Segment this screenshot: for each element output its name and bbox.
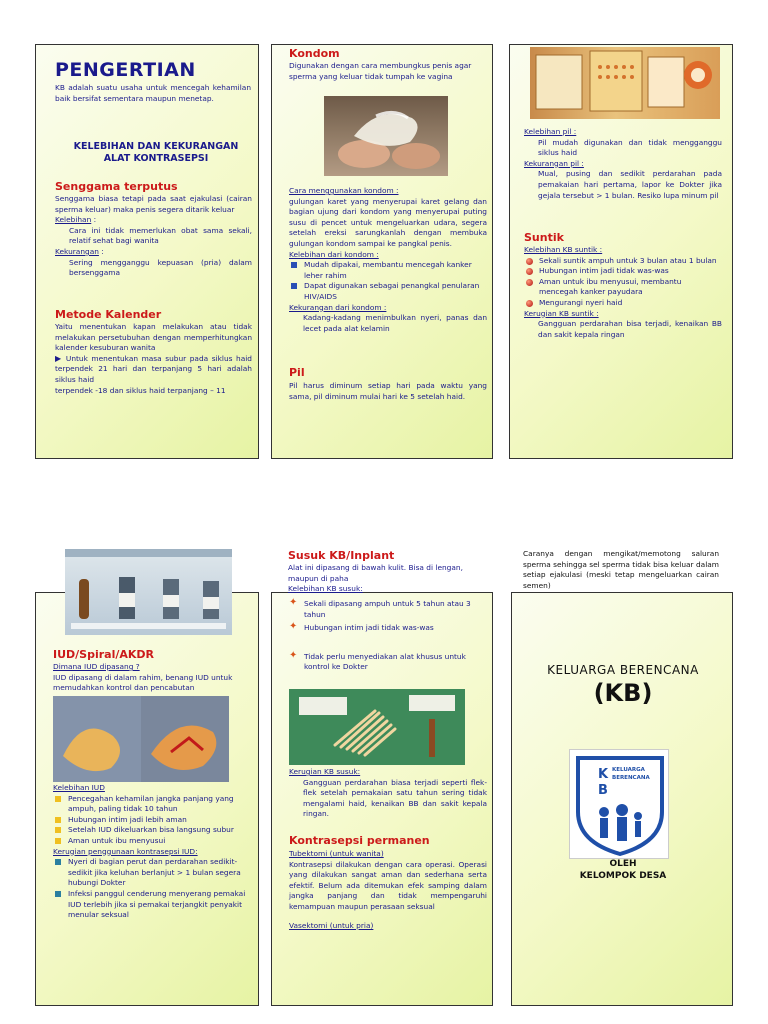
kondom-kelebihan-list [289, 260, 487, 302]
kondom-kekurangan-label: Kekurangan dari kondom : [289, 302, 387, 312]
kelebihan-pil-label: Kelebihan pil : [524, 127, 577, 136]
list-item: ✦ Sekali dipasang ampuh untuk 5 tahun atau 3 tahun [289, 597, 471, 619]
condom-photo [324, 96, 448, 176]
iud-kerugian-label: Kerugian penggunaan kontrasepsi IUD: [53, 846, 198, 856]
kerugian-suntik-label: Kerugian KB suntik : [524, 308, 599, 318]
list-item: Nyeri di bagian perut dan perdarahan sedikit-sedikit jika keluhan berlanjut > 1 bulan segera hubungi Dokter [53, 857, 253, 889]
tubektomi-text: Kontrasepsi dilakukan dengan cara operasi. Operasi yang dilakukan sangat aman dan sederhana serta efektif. Belum ada ditemukan efek samping dalam jangka panjang dan tidak mempengaruhi kemampuan maupun perasaan seksual [289, 859, 487, 911]
list-item: Sekali suntik ampuh untuk 3 bulan atau 1 bulan [524, 256, 722, 267]
red-bullet-icon [526, 258, 533, 265]
kelebihan-pil-text: Pil mudah digunakan dan tidak mengganggu siklus haid [538, 137, 722, 158]
cara-label: Cara menggunakan kondom : [289, 186, 399, 195]
svg-text:K: K [598, 767, 609, 782]
permanen-block [289, 849, 487, 931]
list-item: Hubungan intim jadi lebih aman [53, 815, 253, 826]
permanen-heading: Kontrasepsi permanen [289, 834, 430, 847]
pil-kelebihan-block [524, 127, 722, 201]
kondom-cara-block [289, 186, 487, 334]
red-bullet-icon [526, 268, 533, 275]
square-bullet-icon [55, 859, 61, 865]
susuk-kerugian-label: Kerugian KB susuk: [289, 767, 361, 776]
susuk-kelebihan-list [289, 599, 487, 673]
kondom-kekurangan-text: Kadang-kadang menimbulkan nyeri, panas dan lecet pada alat kelamin [303, 313, 487, 333]
iud-q-text: IUD dipasang di dalam rahim, benang IUD untuk memudahkan kontrol dan pencabutan [53, 672, 233, 693]
panel-cover [511, 592, 733, 1006]
iud-q-label: Dimana IUD dipasang ? [53, 662, 140, 671]
square-bullet-icon [55, 891, 61, 897]
red-bullet-icon [526, 279, 533, 286]
kalender-bullet: Untuk menentukan masa subur pada siklus haid terpendek 21 hari dan terpanjang 5 hari adalah siklus haid [55, 353, 253, 384]
uterus-image-icon [53, 696, 229, 782]
square-bullet-icon [55, 796, 61, 802]
panel-susuk [271, 592, 493, 1006]
list-item: Infeksi panggul cenderung menyerang pemakai IUD terlebih jika si pemakai terjangkit penyakit menular seksual [53, 889, 253, 921]
list-item: Setelah IUD dikeluarkan bisa langsung subur [53, 825, 253, 836]
suntik-block [524, 245, 722, 340]
kekurangan-pil-label: Kekurangan pil : [524, 158, 584, 168]
susuk-top-block [288, 549, 486, 595]
kondom-kelebihan-label: Kelebihan dari kondom : [289, 249, 379, 259]
cover-title-big: (KB) [593, 679, 653, 707]
kekurangan-label: Kekurangan [55, 246, 99, 256]
cara-text: gulungan karet yang menyerupai karet gelang dan bagian ujung dari kondom yang menyerupai puting susu di pencet untuk mengeluarkan udara, segera setelah ereksi sarungkanlah dengan membuka gulungan kondom sampai ke pangkal penis. [289, 196, 487, 248]
vasektomi-text: Caranya dengan mengikat/memotong saluran sperma sehingga sel sperma tidak bisa keluar dalam setiap ejakulasi (meski tetap mengeluarkan cairan semen) [523, 549, 719, 590]
condom-image-icon [324, 96, 448, 176]
senggama-block: Senggama biasa tetapi pada saat ejakulasi (cairan sperma keluar) maka penis segera ditarik keluar Kelebihan : Cara ini tidak memerlukan obat sama sekali, relatif sehat bagi wanita Kekurangan : Sering mengganggu kepuasan (pria) dalam bersenggama [55, 194, 252, 278]
by-value: KELOMPOK DESA [579, 871, 667, 881]
list-item: Mudah dipakai, membantu mencegah kanker leher rahim [289, 260, 487, 281]
cover-title-small: KELUARGA BERENCANA [547, 663, 699, 677]
red-bullet-icon [526, 300, 533, 307]
pill-packs-photo [530, 47, 720, 119]
page-title: PENGERTIAN [55, 59, 196, 81]
senggama-heading: Senggama terputus [55, 180, 178, 193]
sparkle-bullet-icon: ✦ [289, 597, 298, 608]
sparkle-bullet-icon: ✦ [289, 649, 298, 661]
square-bullet-icon [55, 838, 61, 844]
iud-heading: IUD/Spiral/AKDR [53, 648, 155, 661]
panel-pengertian [35, 44, 259, 459]
section-title: KELEBIHAN DAN KEKURANGAN ALAT KONTRASEPSI [73, 141, 239, 164]
iud-details-block [53, 783, 253, 921]
list-item: Aman untuk ibu menyusui, membantu mencegah kanker payudara [524, 277, 722, 298]
svg-text:B: B [598, 783, 608, 798]
kelebihan-suntik-label: Kelebihan KB suntik : [524, 245, 603, 254]
susuk-kelebihan-block [289, 599, 487, 673]
panel-kondom [271, 44, 493, 459]
vials-image-icon [65, 549, 232, 635]
list-item: ✦ Tidak perlu menyediakan alat khusus untuk kontrol ke Dokter [289, 649, 466, 672]
pill-image-icon [530, 47, 720, 119]
kalender-block [55, 322, 252, 396]
sparkle-bullet-icon: ✦ [289, 621, 298, 633]
panel-iud [35, 592, 259, 1006]
susuk-kerugian-block [289, 767, 487, 820]
susuk-heading: Susuk KB/Inplant [288, 549, 395, 562]
iud-q-block [53, 662, 253, 694]
iud-kelebihan-list [53, 794, 253, 847]
pil-heading: Pil [289, 366, 305, 379]
square-bullet-icon [55, 827, 61, 833]
kalender-heading: Metode Kalender [55, 308, 162, 321]
iud-kerugian-list [53, 857, 253, 921]
susuk-kerugian-text: Gangguan perdarahan biasa terjadi seperti flek-flek setelah pemakaian satu tahun sering tidak mengalami haid, kenaikan BB dan sakit kepala ringan. [303, 777, 487, 819]
intro-text: KB adalah suatu usaha untuk mencegah kehamilan baik bersifat sementara maupun menetap. [55, 83, 251, 103]
list-item: Dapat digunakan sebagai penangkal penularan HIV/AIDS [289, 281, 487, 302]
kelebihan-suntik-list [524, 256, 722, 309]
by-label: OLEH [609, 859, 637, 869]
square-bullet-icon [291, 283, 297, 289]
kekurangan-text: Sering mengganggu kepuasan (pria) dalam bersenggama [69, 257, 252, 278]
implant-image-icon [289, 689, 465, 765]
kerugian-suntik-text: Gangguan perdarahan bisa terjadi, kenaikan BB dan sakit kepala ringan [538, 319, 722, 339]
kalender-formula: terpendek -18 dan siklus haid terpanjang – 11 [55, 385, 226, 395]
vasektomi-label: Vasektomi (untuk pria) [289, 920, 374, 930]
kb-logo [569, 749, 669, 859]
kekurangan-pil-text: Mual, pusing dan sedikit perdarahan pada pemakaian hari pertama, lapor ke Dokter jika gejala tersebut > 1 bulan. Resiko lupa minum pil [538, 169, 722, 200]
kondom-heading: Kondom [289, 47, 340, 60]
iud-product-photo [65, 549, 232, 635]
pil-desc: Pil harus diminum setiap hari pada waktu yang sama, pil diminum mulai hari ke 5 setelah haid. [289, 381, 487, 401]
suntik-heading: Suntik [524, 231, 564, 244]
kondom-desc: Digunakan dengan cara membungkus penis agar sperma yang keluar tidak tumpah ke vagina [289, 61, 472, 81]
kelebihan-label: Kelebihan [55, 215, 92, 225]
senggama-desc: Senggama biasa tetapi pada saat ejakulasi (cairan sperma keluar) maka penis segera ditarik keluar [55, 194, 252, 214]
susuk-kelebihan-label: Kelebihan KB susuk: [288, 584, 363, 594]
list-item: ✦ Hubungan intim jadi tidak was-was [289, 621, 434, 633]
panel-pil-suntik [509, 44, 733, 459]
iud-kelebihan-label: Kelebihan IUD [53, 783, 105, 792]
kalender-desc: Yaitu menentukan kapan melakukan atau tidak melakukan persetubuhan dengan memperhitungkan kalender kesuburan wanita [55, 322, 252, 353]
implant-photo [289, 689, 465, 765]
square-bullet-icon [55, 817, 61, 823]
kelebihan-text: Cara ini tidak memerlukan obat sama sekali, relatif sehat bagi wanita [69, 225, 252, 246]
list-item: Pencegahan kehamilan jangka panjang yang ampuh, paling tidak 10 tahun [53, 794, 253, 815]
arrow-right-icon: ▶ [55, 353, 63, 363]
kb-logo-text: KELUARGA BERENCANA [612, 767, 650, 781]
list-item: Hubungan intim jadi tidak was-was [524, 266, 722, 277]
iud-uterus-photo [53, 696, 229, 782]
list-item: Aman untuk ibu menyusui [53, 836, 253, 847]
tubektomi-label: Tubektomi (untuk wanita) [289, 849, 384, 858]
list-item: Mengurangi nyeri haid [524, 298, 722, 309]
susuk-desc: Alat ini dipasang di bawah kulit. Bisa di lengan, maupun di paha [288, 563, 463, 583]
square-bullet-icon [291, 262, 297, 268]
